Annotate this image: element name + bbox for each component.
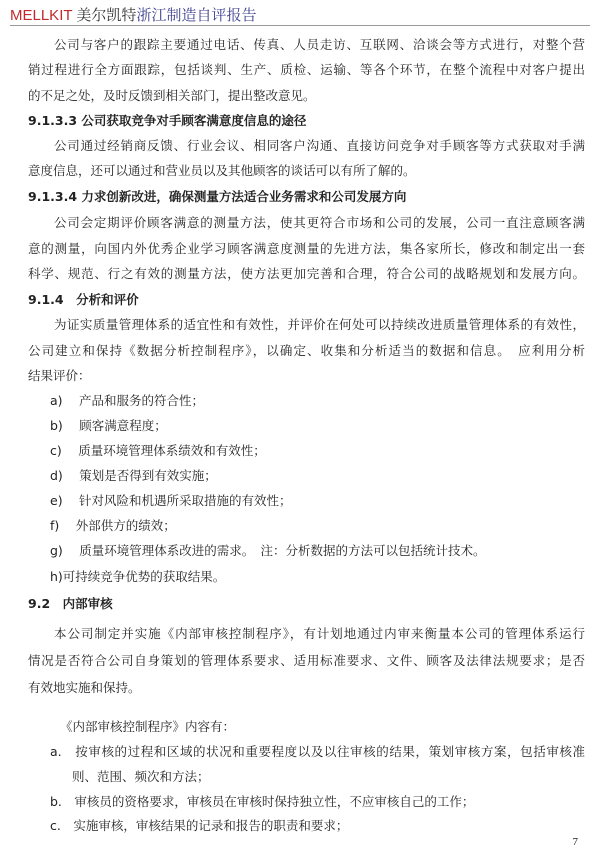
paragraph-line: 意度信息，还可以通过和营业员以及其他顾客的谈话可以有所了解的。: [28, 163, 416, 178]
page-number: 7: [572, 836, 578, 848]
section-heading: 9.1.3.3 公司获取竞争对手顾客满意度信息的途径: [28, 113, 307, 128]
page-header: [10, 4, 256, 25]
paragraph-line: 意的测量，向国内外优秀企业学习顾客满意度测量的先进方法，集各家所长，修改和制定出一套: [28, 241, 585, 256]
paragraph-line: 公司建立和保持《数据分析控制程序》，以确定、收集和分析适当的数据和信息。 应利用分析: [28, 343, 585, 358]
section-heading: 9.2 内部审核: [28, 596, 113, 611]
section-heading: 9.1.3.4 力求创新改进，确保测量方法适合业务需求和公司发展方向: [28, 189, 407, 204]
paragraph-line: 情况是否符合公司自身策划的管理体系要求、适用标准要求、文件、顾客及法律法规要求；是否: [28, 653, 585, 668]
list-item: c. 实施审核，审核结果的记录和报告的职责和要求；: [50, 818, 349, 833]
brand-logo-text: MELLKIT: [10, 7, 73, 24]
paragraph-line: 有效地实施和保持。: [28, 680, 141, 695]
list-item: e) 针对风险和机遇所采取措施的有效性；: [50, 493, 292, 508]
list-item: h)可持续竞争优势的获取结果。: [50, 569, 226, 584]
paragraph-line: 科学、规范、行之有效的测量方法，使方法更加完善和合理，符合公司的战略规划和发展方向。: [28, 266, 585, 281]
header-divider: [10, 25, 590, 26]
paragraph-line: 为证实质量管理体系的适宜性和有效性，并评价在何处可以持续改进质量管理体系的有效性，: [54, 317, 585, 332]
list-item-continuation: 则、范围、频次和方法；: [72, 769, 210, 784]
paragraph-line: 销过程进行全方面跟踪，包括谈判、生产、质检、运输、等各个环节，在整个流程中对客户提出: [28, 62, 585, 77]
list-item: g) 质量环境管理体系改进的需求。 注：分析数据的方法可以包括统计技术。: [50, 543, 486, 558]
report-title: 浙江制造自评报告: [136, 7, 257, 24]
company-name: 美尔凯特: [76, 7, 137, 24]
paragraph-line: 《内部审核控制程序》内容有：: [60, 719, 236, 734]
list-item: f) 外部供方的绩效；: [50, 518, 176, 533]
list-item: a) 产品和服务的符合性；: [50, 393, 205, 408]
paragraph-line: 公司会定期评价顾客满意的测量方法，使其更符合市场和公司的发展，公司一直注意顾客满: [54, 215, 585, 230]
paragraph-line: 本公司制定并实施《内部审核控制程序》，有计划地通过内审来衡量本公司的管理体系运行: [54, 626, 585, 641]
section-heading: 9.1.4 分析和评价: [28, 292, 139, 307]
paragraph-line: 公司与客户的跟踪主要通过电话、传真、人员走访、互联网、洽谈会等方式进行，对整个营: [54, 37, 585, 52]
paragraph-line: 公司通过经销商反馈、行业会议、相同客户沟通、直接访问竞争对手顾客等方式获取对手满: [54, 138, 585, 153]
list-item: b) 顾客满意程度；: [50, 418, 167, 433]
paragraph-line: 结果评价：: [28, 368, 91, 383]
list-item: a. 按审核的过程和区域的状况和重要程度以及以往审核的结果，策划审核方案，包括审核准: [50, 744, 585, 759]
list-item: d) 策划是否得到有效实施；: [50, 468, 217, 483]
list-item: b. 审核员的资格要求，审核员在审核时保持独立性，不应审核自己的工作；: [50, 794, 475, 809]
paragraph-line: 的不足之处，及时反馈到相关部门，提出整改意见。: [28, 88, 316, 103]
list-item: c) 质量环境管理体系绩效和有效性；: [50, 443, 266, 458]
